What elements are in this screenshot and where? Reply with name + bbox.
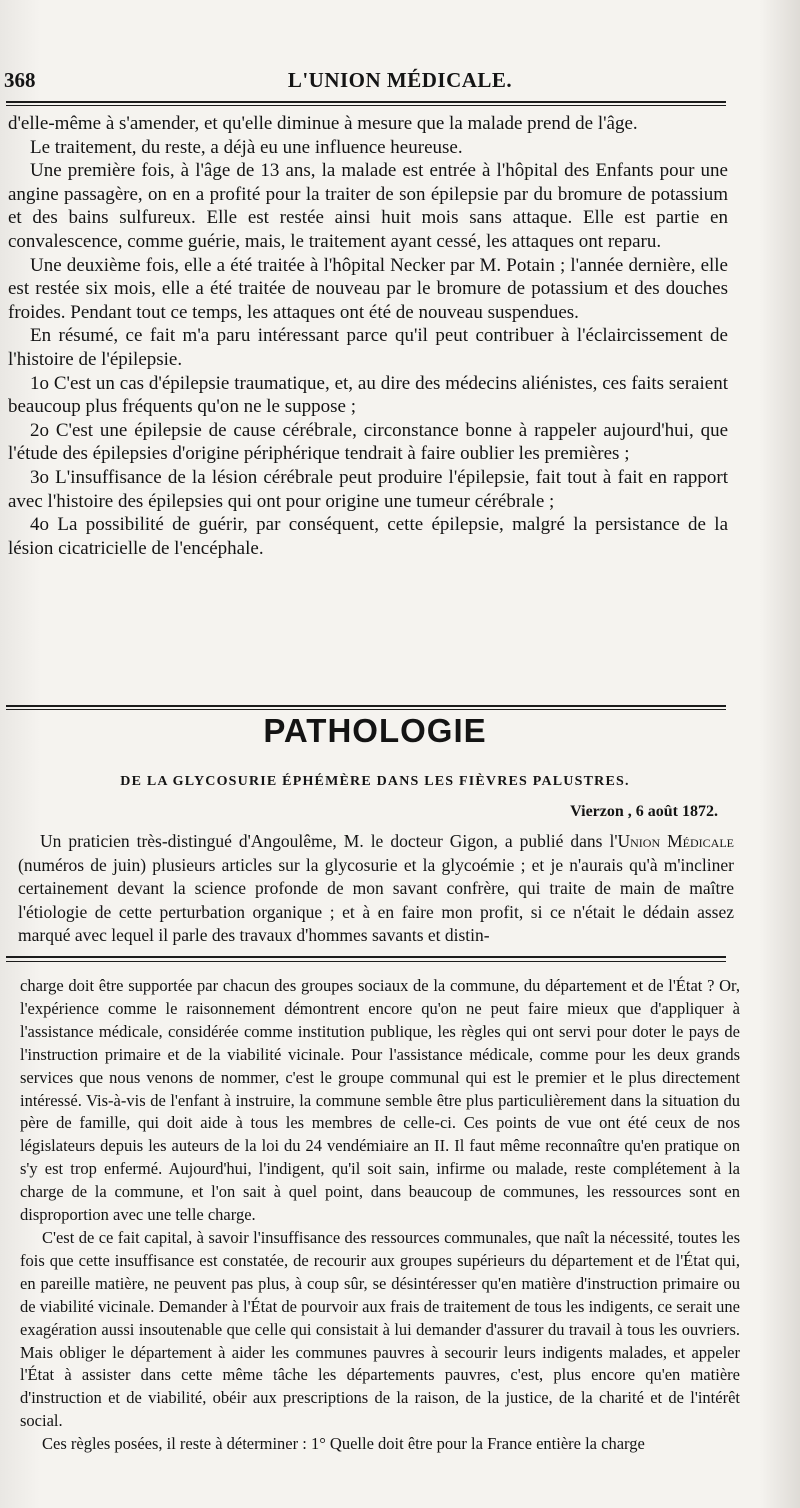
paragraph: 3o L'insuffisance de la lésion cérébrale peut produire l'épilepsie, fait tout à fait en rapport avec l'histoire des épilepsies qui ont pour origine une tumeur cérébrale ; xyxy=(8,466,728,512)
page-number: 368 xyxy=(4,68,36,92)
paragraph: En résumé, ce fait m'a paru intéressant parce qu'il peut contribuer à l'éclaircissement de l'histoire de l'épilepsie. xyxy=(8,325,728,370)
paragraph xyxy=(18,830,734,948)
paragraph: Ces règles posées, il reste à déterminer : 1° Quelle doit être pour la France entière la charge xyxy=(42,1434,645,1454)
body-rest: (numéros de juin) plusieurs articles sur la glycosurie et la glycoémie ; et je n'aurais qu'à m'incliner certainement devant la science profonde de mon savant confrère, qui traite de main de maître l'étiologie de cette perturbation organique ; et à en faire mon profit, si ce n'était le dédain assez marqué avec lequel il parle des travaux d'hommes savants et distin- xyxy=(18,854,734,945)
section-title: PATHOLOGIE xyxy=(263,712,487,749)
paragraph: 4o La possibilité de guérir, par conséquent, cette épilepsie, malgré la persistance de la lésion cicatricielle de l'encéphale. xyxy=(8,514,728,559)
section-rule-thin xyxy=(6,709,726,710)
header-rule-thin xyxy=(6,105,726,106)
paragraph: Une première fois, à l'âge de 13 ans, la malade est entrée à l'hôpital des Enfants pour une angine passagère, on en a profité pour la traiter de son épilepsie par du bromure de potassium et des bains sulfureux. Elle est restée ainsi huit mois sans attaque. Elle est partie en convalescence, comme guérie, mais, le traitement ayant cessé, les attaques ont reparu. xyxy=(8,160,728,252)
journal-name: Union Médicale xyxy=(617,831,734,851)
paragraph: Une deuxième fois, elle a été traitée à l'hôpital Necker par M. Potain ; l'année dernière, elle est restée six mois, elle a été traitée de nouveau par le bromure de potassium et des douches froides. Pendant tout ce temps, les attaques ont été de nouveau suspendues. xyxy=(8,254,728,323)
paragraph: Le traitement, du reste, a déjà eu une influence heureuse. xyxy=(30,136,463,158)
page-header xyxy=(0,62,800,96)
header-rule xyxy=(6,101,726,103)
article-title: DE LA GLYCOSURIE ÉPHÉMÈRE DANS LES FIÈVRES PALUSTRES. xyxy=(120,774,630,789)
dateline: Vierzon , 6 août 1872. xyxy=(570,803,718,820)
top-article-text xyxy=(8,112,728,560)
article-body xyxy=(18,830,734,948)
paragraph: d'elle-même à s'amender, et qu'elle diminue à mesure que la malade prend de l'âge. xyxy=(8,113,638,134)
paragraph: 2o C'est une épilepsie de cause cérébrale, circonstance bonne à rappeler aujourd'hui, que l'étude des épilepsies d'origine périphérique tendrait à faire oublier les premières ; xyxy=(8,419,728,465)
paragraph: C'est de ce fait capital, à savoir l'insuffisance des ressources communales, que naît la nécessité, toutes les fois que cette insuffisance est constatée, de recourir aux groupes supérieurs du département et de l'État qui, en pareille matière, ne peuvent pas plus, à coup sûr, se désintéresser qu'en matière d'instruction primaire ou de viabilité vicinale. Demander à l'État de pourvoir aux frais de traitement de tous les indigents, ce serait une exagération aussi insoutenable que celle qui consistait à lui demander d'assurer du travail à tous les ouvriers. Mais obliger le département à aider les communes pauvres à secourir leurs indigents malades, et appeler l'État à assister dans cette même tâche les départements pauvres, c'est, plus encore qu'en matière d'instruction et de viabilité, obéir aux prescriptions de la raison, de la justice, de la charité et de l'intérêt social. xyxy=(20,1227,740,1431)
feuilleton-text xyxy=(20,975,740,1456)
paragraph: 1o C'est un cas d'épilepsie traumatique, et, au dire des médecins aliénistes, ces faits seraient beaucoup plus fréquents qu'on ne le suppose ; xyxy=(8,372,728,418)
section-rule xyxy=(6,705,726,707)
paragraph: charge doit être supportée par chacun des groupes sociaux de la commune, du département et de l'État ? Or, l'expérience comme le raisonnement démontrent encore qu'on ne peut faire mieux que d'appliquer à l'assistance médicale, considérée comme institution publique, les règles qui ont servi pour doter le pays de l'instruction primaire et de la viabilité vicinale. Pour l'assistance médicale, comme pour les deux grands services que nous venons de nommer, c'est le groupe communal qui est le premier et le plus directement intéressé. Vis-à-vis de l'enfant à instruire, la commune semble être plus particulièrement dans la situation du père de famille, qui doit aide à tous les membres de celle-ci. Ces points de vue ont été ceux de nos législateurs depuis les auteurs de la loi du 24 vendémiaire an II. Il faut même reconnaître qu'en pratique on s'y est trop enfermé. Aujourd'hui, l'indigent, qu'il soit sain, infirme ou malade, reste complétement à la charge de la commune, et l'on sait à quel point, dans beaucoup de communes, les ressources sont en disproportion avec une telle charge. xyxy=(20,976,740,1225)
feuilleton-rule-thin xyxy=(6,961,726,962)
running-title: L'UNION MÉDICALE. xyxy=(287,68,513,92)
body-start: Un praticien très-distingué d'Angoulême, M. le docteur Gigon, a publié dans l' xyxy=(40,831,618,851)
feuilleton-rule xyxy=(6,956,726,958)
